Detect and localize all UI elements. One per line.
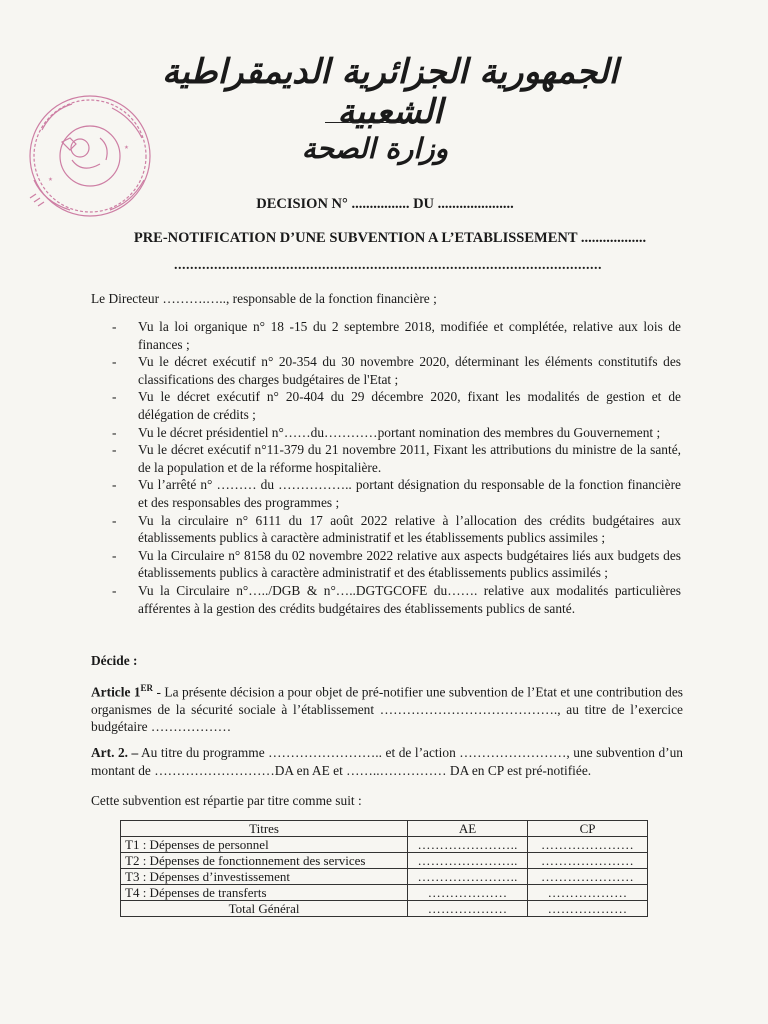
header-divider [325, 122, 403, 123]
list-item: - Vu la Circulaire n°…../DGB & n°…..DGTGCOFE du……. relative aux modalités particulières afférentes à la gestion des crédits budgétaires des établissements publics de santé. [112, 582, 681, 616]
decide-heading: Décide : [91, 653, 138, 668]
total-cp: ……………… [528, 901, 648, 917]
legal-references-list [91, 318, 681, 617]
row-ae: ………………….. [408, 837, 528, 853]
row-ae: ………………….. [408, 853, 528, 869]
row-title: T2 : Dépenses de fonctionnement des services [121, 853, 408, 869]
row-cp: ……………… [528, 885, 648, 901]
list-item: - Vu l’arrêté n° ……… du …………….. portant désignation du responsable de la fonction financière et des responsables des programmes ; [112, 477, 681, 510]
director-line: Le Directeur ……….….., responsable de la fonction financière ; [91, 291, 437, 306]
table-row [121, 869, 648, 885]
prenotification-title: PRE-NOTIFICATION D’UNE SUBVENTION A L’ETABLISSEMENT .................. [133, 230, 647, 246]
list-item: - Vu la circulaire n° 6111 du 17 août 2022 relative à l’allocation des crédits budgétaires aux établissements publics à caractère administratif et les établissements publics assimiles ; [112, 512, 681, 546]
list-item: - Vu la Circulaire n° 8158 du 02 novembre 2022 relative aux aspects budgétaires liés aux budgets des établissements publics à caractère administratif et des établissements publics assimilés ; [112, 547, 681, 581]
row-title: T1 : Dépenses de personnel [121, 837, 408, 853]
table-row [121, 853, 648, 869]
table-row [121, 837, 648, 853]
decision-number-line: DECISION N° ................ DU ..................... [256, 196, 514, 212]
list-item: - Vu le décret exécutif n° 20-404 du 29 décembre 2020, fixant les modalités de gestion et de délégation de crédits ; [112, 389, 681, 422]
article-1-label: Article 1 [91, 684, 141, 700]
total-ae: ……………… [408, 901, 528, 917]
article-2 [91, 744, 683, 779]
row-ae: ……………… [408, 885, 528, 901]
article-1-text: - La présente décision a pour objet de pré-notifier une subvention de l’Etat et une contribution des organismes de la sécurité sociale à l’établissement …………………………………., au titre de l’exercice budgétaire ……………… [91, 684, 683, 735]
table-header-row [121, 821, 648, 837]
row-cp: ………………… [528, 837, 648, 853]
distribution-intro: Cette subvention est répartie par titre comme suit : [91, 793, 362, 808]
header-ae: AE [408, 821, 528, 837]
article-2-label: Art. 2. – [91, 745, 139, 760]
row-cp: ………………… [528, 853, 648, 869]
table-total-row [121, 901, 648, 917]
article-2-text: Au titre du programme …………………….. et de l’action ……………………, une subvention d’un montant de ………………………DA en AE et ……..…………… DA en CP est pré-notifiée. [91, 745, 683, 778]
row-title: T4 : Dépenses de transferts [121, 885, 408, 901]
article-1-sup: ER [140, 683, 154, 693]
table-row [121, 885, 648, 901]
list-item: - Vu le décret exécutif n° 20-354 du 30 novembre 2020, déterminant les éléments constitutifs des classifications des charges budgétaires de l'Etat ; [112, 354, 681, 387]
header-cp: CP [528, 821, 648, 837]
list-item: - Vu le décret présidentiel n°……du…………portant nomination des membres du Gouvernement ; [112, 424, 661, 440]
list-item: - Vu le décret exécutif n°11-379 du 21 novembre 2011, Fixant les attributions du ministre de la santé, de la population et de la réforme hospitalière. [112, 442, 681, 475]
article-1 [91, 680, 683, 736]
total-title: Total Général [121, 901, 408, 917]
row-ae: ………………….. [408, 869, 528, 885]
ministry-name-ar: وزارة الصحة [301, 132, 449, 165]
row-title: T3 : Dépenses d’investissement [121, 869, 408, 885]
list-item: - Vu la loi organique n° 18 -15 du 2 septembre 2018, modifiée et complétée, relative aux lois de finances ; [112, 319, 681, 352]
svg-text:٭: ٭ [48, 175, 53, 185]
establishment-fill-line: ........................................................................................................... [174, 258, 602, 273]
header-titres: Titres [121, 821, 408, 837]
subsidy-table [120, 820, 648, 917]
svg-text:٭: ٭ [124, 143, 129, 153]
row-cp: ………………… [528, 869, 648, 885]
republic-title-ar: الجمهورية الجزائرية الديمقراطية الشعبية [161, 52, 619, 132]
